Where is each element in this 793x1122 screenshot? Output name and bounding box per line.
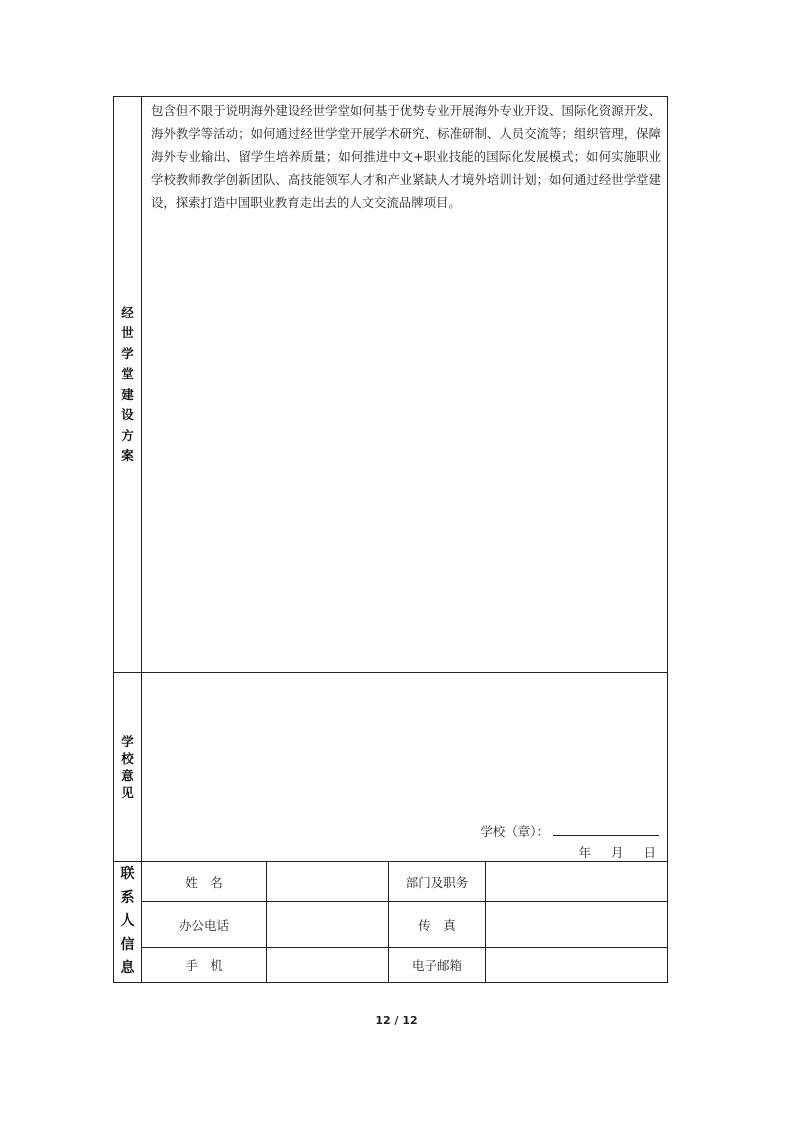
office-phone-field[interactable]	[267, 902, 389, 948]
name-label: 姓 名	[142, 862, 267, 902]
office-phone-label: 办公电话	[142, 902, 267, 948]
opinion-row	[114, 673, 668, 862]
mobile-label: 手 机	[142, 948, 267, 983]
contact-row-2	[114, 902, 668, 948]
department-position-label: 部门及职务	[389, 862, 486, 902]
contact-row-3	[114, 948, 668, 983]
school-seal-label: 学校（章）：	[480, 824, 550, 839]
name-field[interactable]	[267, 862, 389, 902]
email-label: 电子邮箱	[389, 948, 486, 983]
contact-row-1	[114, 862, 668, 902]
plan-row	[114, 97, 668, 673]
school-seal-blank[interactable]	[553, 821, 659, 836]
school-seal-line	[480, 821, 659, 840]
department-position-field[interactable]	[486, 862, 668, 902]
page-number: 12 / 12	[375, 1014, 418, 1027]
email-field[interactable]	[486, 948, 668, 983]
fax-label: 传 真	[389, 902, 486, 948]
contact-section-label: 联系人信息	[114, 862, 142, 983]
plan-description[interactable]: 包含但不限于说明海外建设经世学堂如何基于优势专业开展海外专业开设、国际化资源开发、海外教学等活动；如何通过经世学堂开展学术研究、标准研制、人员交流等；组织管理，保障海外专业输出、留学生培养质量；如何推进中文+职业技能的国际化发展模式；如何实施职业学校教师教学创新团队、高技能领军人才和产业紧缺人才境外培训计划；如何通过经世学堂建设，探索打造中国职业教育走出去的人文交流品牌项目。	[142, 97, 668, 673]
plan-section-label: 经世学堂建设方案	[114, 97, 142, 673]
date-label: 年 月 日	[578, 845, 658, 860]
opinion-section-label: 学校意见	[114, 673, 142, 862]
application-form-table	[113, 96, 668, 983]
mobile-field[interactable]	[267, 948, 389, 983]
opinion-content-area[interactable]	[142, 673, 668, 862]
fax-field[interactable]	[486, 902, 668, 948]
